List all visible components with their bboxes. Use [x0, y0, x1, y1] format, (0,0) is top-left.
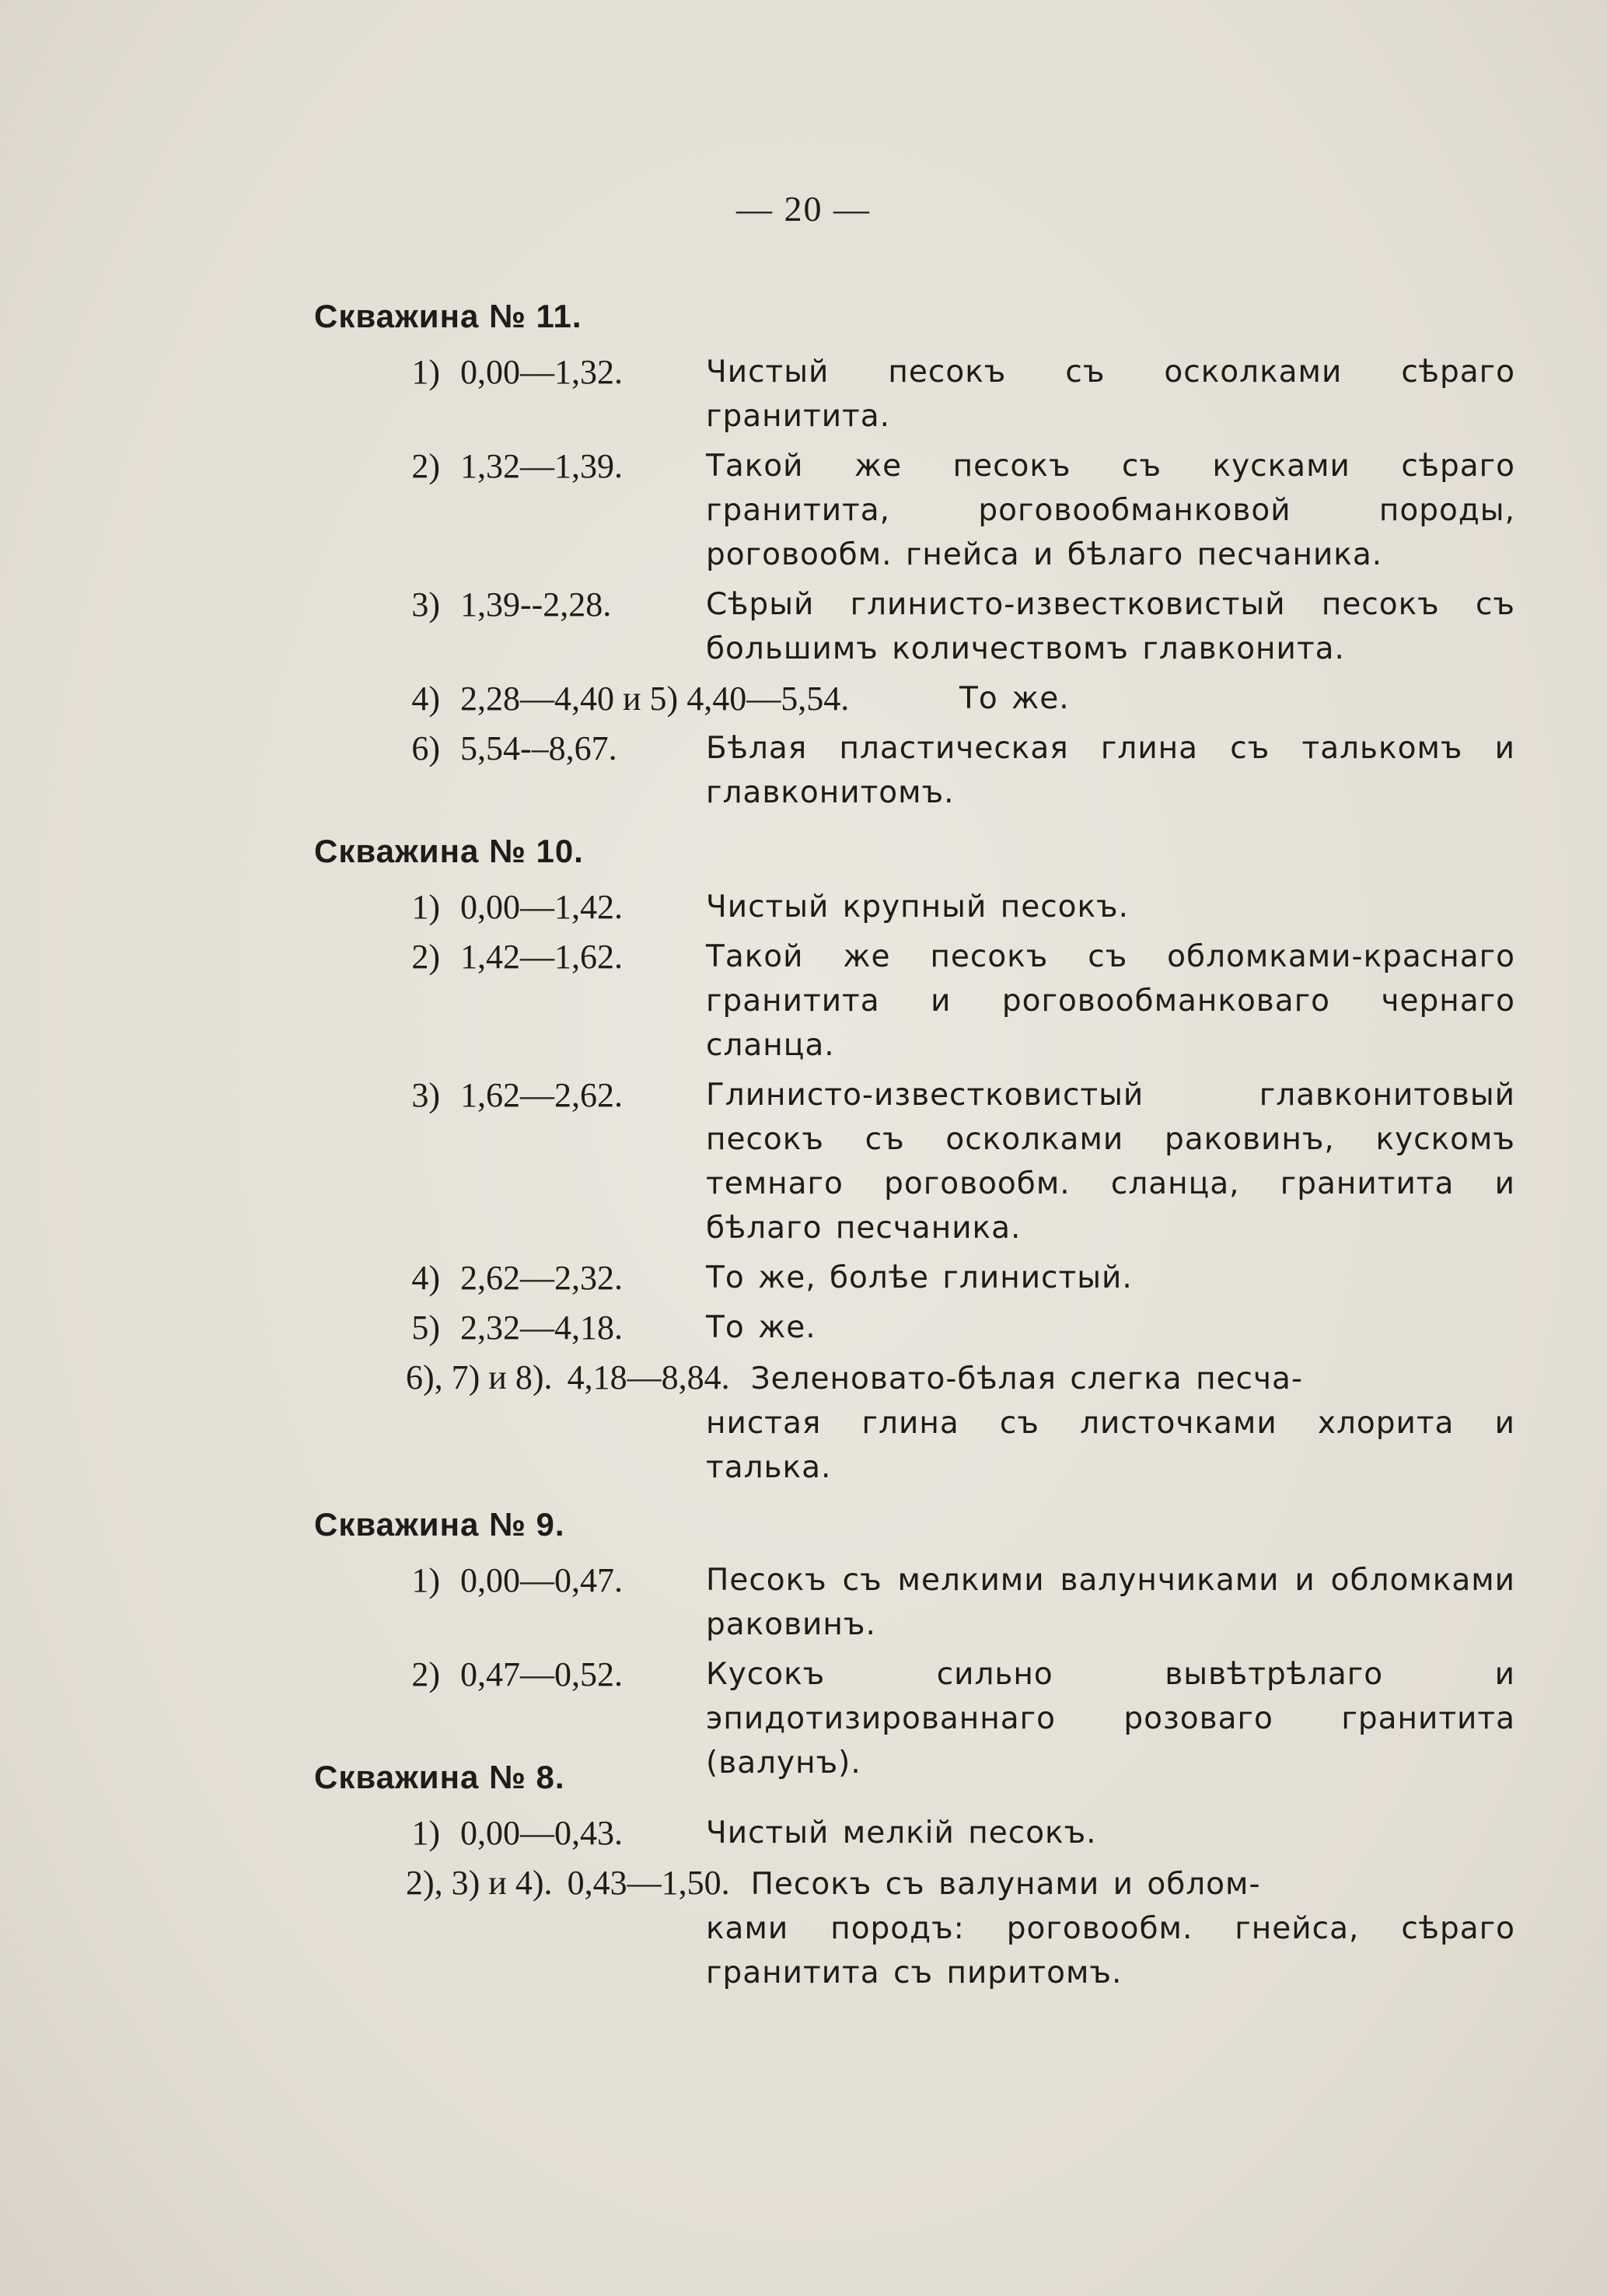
entry-depth-range: 5,54-–8,67.: [460, 729, 617, 767]
entry-number: 4): [411, 1259, 440, 1297]
entry-description: Чистый песокъ съ осколками сѣраго гранитита.: [706, 355, 1515, 434]
entry-number: 2): [411, 447, 440, 485]
log-entry: [314, 676, 1515, 721]
entry-description: Сѣрый глинисто-известковистый песокъ съ большимъ количествомъ главконита.: [706, 587, 1515, 666]
log-entry: [314, 1861, 1515, 1994]
entry-description: Зеленовато-бѣлая слегка песча-: [750, 1361, 1304, 1396]
entry-number: 1): [411, 1561, 440, 1599]
entry-number: 5): [411, 1309, 440, 1347]
log-entry: [314, 1073, 1515, 1250]
log-entry: [314, 885, 1515, 929]
entry-description: Такой же песокъ съ кусками сѣраго гранитита, роговообманковой породы, роговообм. гнейса и бѣлаго песчаника.: [706, 449, 1515, 572]
entry-depth-range: 0,47—0,52.: [460, 1655, 623, 1693]
entry-number: 2): [411, 938, 440, 976]
entry-description: Песокъ съ мелкими валунчиками и обломками раковинъ.: [706, 1563, 1515, 1642]
section-heading: Скважина № 11.: [314, 298, 582, 334]
entry-description: Бѣлая пластическая глина съ талькомъ и главконитомъ.: [706, 731, 1515, 810]
entry-description-continued: нистая глина съ листочками хлорита и талька.: [706, 1406, 1515, 1485]
entry-depth-range: 0,43—1,50.: [567, 1864, 730, 1902]
entry-depth-range: 0,00—0,43.: [460, 1814, 623, 1852]
document-body: [314, 280, 1515, 1999]
log-entry: [314, 444, 1515, 577]
entry-depth-range: 1,39--2,28.: [460, 585, 612, 624]
entry-depth-range: 2,32—4,18.: [460, 1309, 623, 1347]
log-entry: [314, 350, 1515, 439]
entry-number: 4): [411, 680, 440, 718]
log-entry: [314, 1256, 1515, 1300]
entry-depth-range: 2,28—4,40 и 5) 4,40—5,54.: [460, 680, 850, 718]
entry-depth-range: 1,62—2,62.: [460, 1076, 623, 1114]
entry-depth-range: 0,00—0,47.: [460, 1561, 623, 1599]
entry-description: То же, болѣе глинистый.: [706, 1260, 1133, 1295]
entry-number: 6): [411, 729, 440, 767]
entry-depth-range: 1,42—1,62.: [460, 938, 623, 976]
section-heading: Скважина № 10.: [314, 833, 584, 869]
entry-number: 1): [411, 888, 440, 926]
entry-depth-range: 0,00—1,42.: [460, 888, 623, 926]
section-heading: Скважина № 8.: [314, 1759, 565, 1795]
entry-description: Чистый мелкій песокъ.: [706, 1815, 1097, 1850]
log-entry: [314, 1811, 1515, 1855]
entry-number: 2), 3) и 4).: [406, 1864, 553, 1902]
entry-description: Песокъ съ валунами и облом-: [750, 1867, 1261, 1902]
page-number: — 20 —: [736, 189, 871, 229]
entry-number: 2): [411, 1655, 440, 1693]
log-entry: [314, 1355, 1515, 1488]
entry-number: 3): [411, 1076, 440, 1114]
log-entry: [314, 1305, 1515, 1350]
entry-description: Глинисто-известковистый главконитовый песокъ съ осколками раковинъ, кускомъ темнаго роговообм. сланца, гранитита и бѣлаго песчаника.: [706, 1078, 1515, 1246]
entry-description: То же.: [959, 681, 1070, 716]
entry-description: Кусокъ сильно вывѣтрѣлаго и эпидотизированнаго розоваго гранитита (валунъ).: [706, 1657, 1515, 1781]
log-entry: [314, 582, 1515, 671]
section-heading: Скважина № 9.: [314, 1506, 565, 1543]
entry-number: 1): [411, 353, 440, 391]
entry-description: Такой же песокъ съ обломками-краснаго гранитита и роговообманковаго чернаго сланца.: [706, 939, 1515, 1063]
entry-depth-range: 4,18—8,84.: [567, 1358, 730, 1396]
log-entry: [314, 935, 1515, 1068]
log-entry: [314, 1558, 1515, 1647]
entry-number: 1): [411, 1814, 440, 1852]
entry-description: То же.: [706, 1310, 816, 1345]
entry-depth-range: 2,62—2,32.: [460, 1259, 623, 1297]
entry-depth-range: 0,00—1,32.: [460, 353, 623, 391]
log-entry: [314, 726, 1515, 815]
entry-number: 3): [411, 585, 440, 624]
entry-description: Чистый крупный песокъ.: [706, 889, 1130, 924]
entry-depth-range: 1,32—1,39.: [460, 447, 623, 485]
entry-number: 6), 7) и 8).: [406, 1358, 553, 1396]
entry-description-continued: ками породъ: роговообм. гнейса, сѣраго гранитита съ пиритомъ.: [706, 1911, 1515, 1990]
